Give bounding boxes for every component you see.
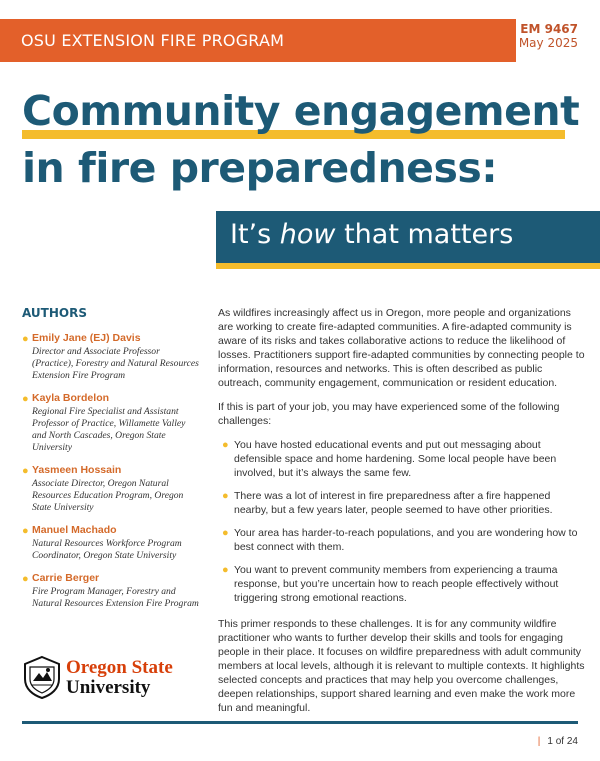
subtitle-italic: how	[279, 219, 336, 250]
author-name: Yasmeen Hossain	[32, 464, 122, 476]
bullet-icon: ●	[22, 393, 29, 405]
osu-logo	[22, 655, 192, 701]
author-role: Associate Director, Oregon Natural Resources Education Program, Oregon State University	[32, 478, 184, 513]
bullet-icon: ●	[22, 573, 29, 585]
bullet-icon: ●	[22, 525, 29, 537]
page-separator: |	[537, 736, 541, 747]
authors-sidebar	[22, 306, 202, 620]
list-item	[218, 526, 586, 554]
subtitle-box	[216, 211, 600, 263]
primer-paragraph: This primer responds to these challenges. It is for any community wildfire practitioner who wants to further develop their skills and tools for engaging people in their place. It focuses on wildfire preparedness with adult community members at local levels, although it is relevant to multiple contexts. It highlights selected concepts and practices that may help you overcome challenges, deepen relationships, support shared learning and even make the work more fun and meaningful.	[218, 618, 585, 714]
subtitle-pre: It’s	[230, 219, 280, 250]
author-name: Kayla Bordelon	[32, 392, 110, 404]
author-item	[22, 464, 202, 514]
bullet-icon: ●	[22, 333, 29, 345]
publication-date: May 2025	[518, 36, 578, 51]
list-item	[218, 489, 586, 517]
bullet-icon: ●	[222, 564, 229, 576]
challenges-list	[218, 438, 586, 605]
subtitle-post: that matters	[335, 219, 514, 250]
list-item-text: Your area has harder-to-reach populations, and you are wondering how to best connect with them.	[234, 527, 578, 553]
logo-line-1: Oregon State	[66, 657, 173, 678]
authors-heading: AUTHORS	[22, 306, 87, 320]
subtitle-underline	[216, 263, 600, 269]
bullet-icon: ●	[222, 527, 229, 539]
em-number: EM 9467	[520, 22, 578, 36]
logo-line-2: University	[66, 677, 151, 698]
author-role: Fire Program Manager, Forestry and Natural Resources Extension Fire Program	[32, 586, 199, 609]
intro-paragraph: As wildfires increasingly affect us in Oregon, more people and organizations are working to create fire-adapted communities. A fire-adapted community is aware of its risks and takes collaborative actions to reduce the likelihood of losses. Practitioners support fire-adapted communities by connecting people to information, resources and networks. This is often described as public outreach, community engagement, communication or resident education.	[218, 307, 585, 389]
challenges-intro: If this is part of your job, you may have experienced some of the following challenges:	[218, 401, 560, 427]
publication-info	[519, 22, 578, 51]
author-role: Director and Associate Professor (Practice), Forestry and Natural Resources Extension Fire Program	[32, 346, 199, 381]
author-role: Natural Resources Workforce Program Coordinator, Oregon State University	[32, 538, 182, 561]
author-item	[22, 572, 202, 610]
author-item	[22, 392, 202, 454]
list-item	[218, 438, 586, 480]
bullet-icon: ●	[22, 465, 29, 477]
page-count: 1 of 24	[547, 736, 578, 747]
main-body	[218, 306, 586, 725]
page-number	[538, 736, 578, 747]
document-title	[22, 83, 592, 197]
bullet-icon: ●	[222, 439, 229, 451]
author-name: Carrie Berger	[32, 572, 100, 584]
author-item	[22, 524, 202, 562]
university-seal-icon	[22, 655, 62, 699]
list-item	[218, 563, 586, 605]
program-banner	[0, 19, 516, 62]
bullet-icon: ●	[222, 490, 229, 502]
author-name: Emily Jane (EJ) Davis	[32, 332, 141, 344]
list-item-text: You want to prevent community members from experiencing a trauma response, but you’re uncertain how to reach people effectively without triggering strong emotional reactions.	[234, 564, 559, 604]
footer-rule	[22, 721, 578, 724]
author-role: Regional Fire Specialist and Assistant Professor of Practice, Willamette Valley and North Cascades, Oregon State University	[32, 406, 186, 453]
list-item-text: You have hosted educational events and put out messaging about defensible space and home hardening. Some local people have been involved, but it’s always the same few.	[234, 439, 557, 479]
program-name: OSU EXTENSION FIRE PROGRAM	[21, 31, 285, 50]
author-item	[22, 332, 202, 382]
list-item-text: There was a lot of interest in fire preparedness after a fire happened nearby, but a few years later, people seemed to have other priorities.	[234, 490, 553, 516]
title-line-2: in fire preparedness:	[22, 144, 498, 192]
author-name: Manuel Machado	[32, 524, 117, 536]
title-line-1: Community engagement	[22, 87, 580, 135]
